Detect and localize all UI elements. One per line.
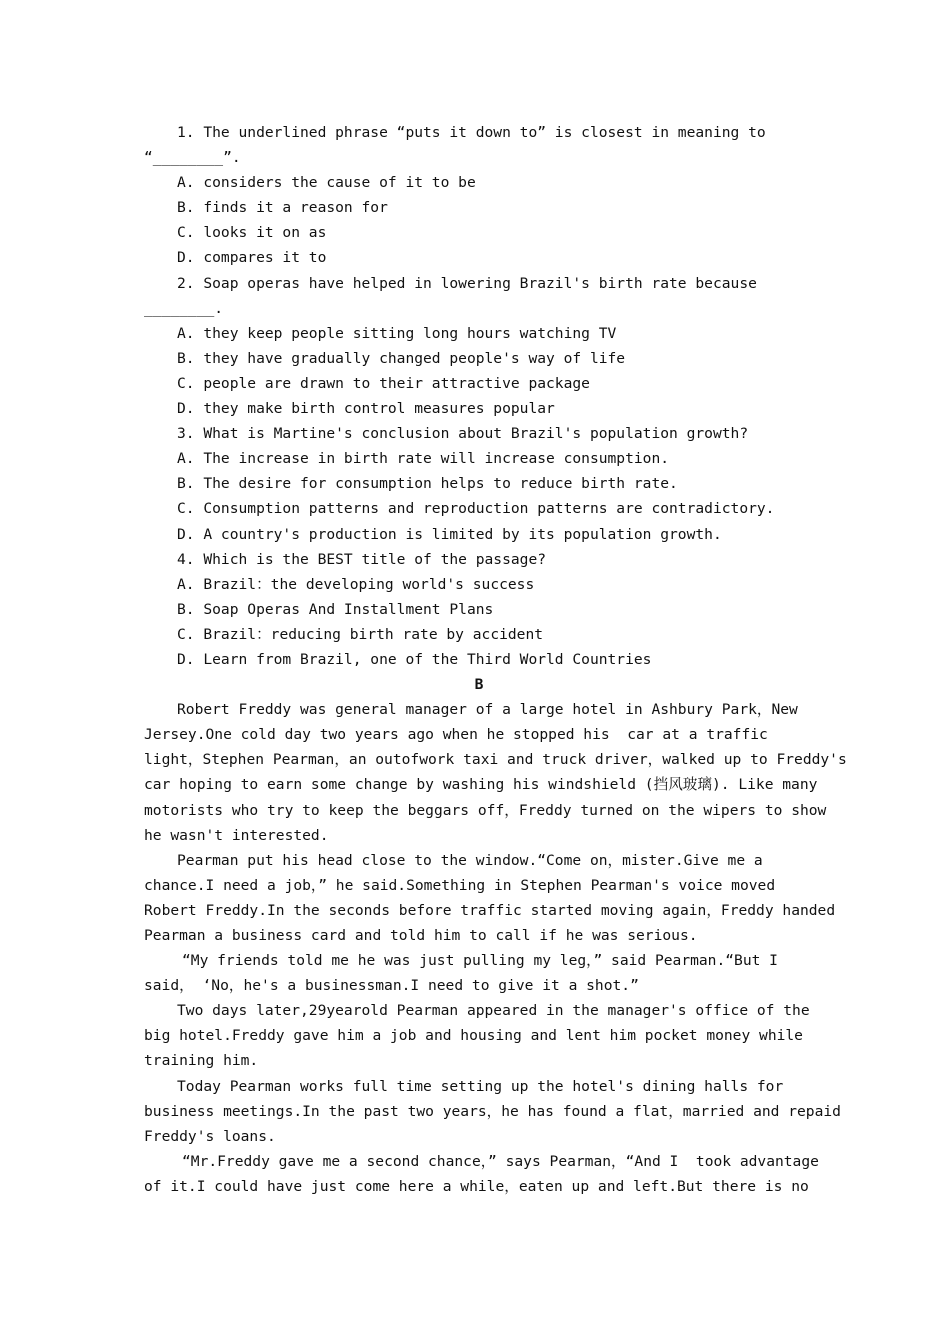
passage-line: Pearman a business card and told him to call if he was serious.	[144, 927, 698, 944]
passage-line: motorists who try to keep the beggars off，Freddy turned on the wipers to show	[144, 801, 827, 819]
document-page	[144, 120, 847, 1199]
question-3-option-b: B. The desire for consumption helps to reduce birth rate.	[177, 475, 678, 493]
question-4-option-d: D. Learn from Brazil, one of the Third World Countries	[177, 650, 652, 668]
question-1-option-c: C. looks it on as	[177, 224, 327, 242]
passage-line: business meetings.In the past two years，he has found a flat，married and repaid	[144, 1102, 841, 1120]
question-2-option-b: B. they have gradually changed people's way of life	[177, 349, 626, 367]
question-4-stem: 4. Which is the BEST title of the passage?	[177, 550, 547, 568]
passage-line: Two days later,29yearold Pearman appeared in the manager's office of the	[177, 1002, 810, 1020]
passage-line: training him.	[144, 1052, 259, 1070]
passage-line: big hotel.Freddy gave him a job and housing and lent him pocket money while	[144, 1027, 803, 1045]
question-1-option-d: D. compares it to	[177, 249, 327, 267]
passage-line: chance.I need a job，” he said.Something in Stephen Pearman's voice moved	[144, 876, 776, 894]
question-3-option-a: A. The increase in birth rate will increase consumption.	[177, 450, 670, 468]
passage-line: light，Stephen Pearman，an outofwork taxi and truck driver，walked up to Freddy's	[144, 751, 847, 769]
question-3-option-d: D. A country's production is limited by its population growth.	[177, 525, 722, 543]
passage-line: said， ‘No，he's a businessman.I need to give it a shot.”	[144, 977, 639, 995]
section-b-heading: B	[474, 676, 484, 694]
question-4-option-b: B. Soap Operas And Installment Plans	[177, 600, 494, 618]
question-1-option-a: A. considers the cause of it to be	[177, 174, 476, 192]
question-2-option-d: D. they make birth control measures popular	[177, 400, 555, 418]
question-4-option-a: A. Brazil：the developing world's success	[177, 575, 535, 593]
passage-line: he wasn't interested.	[144, 826, 329, 844]
passage-line: Pearman put his head close to the window.“Come on，mister.Give me a	[177, 851, 763, 869]
question-2-option-a: A. they keep people sitting long hours watching TV	[177, 324, 617, 342]
passage-line: “My friends told me he was just pulling my leg，” said Pearman.“But I	[182, 952, 778, 970]
question-3-stem: 3. What is Martine's conclusion about Brazil's population growth?	[177, 425, 749, 443]
passage-line: Robert Freddy was general manager of a large hotel in Ashbury Park，New	[177, 701, 798, 719]
question-4-option-c: C. Brazil：reducing birth rate by accident	[177, 625, 544, 643]
question-1-option-b: B. finds it a reason for	[177, 199, 388, 217]
passage-line: Freddy's loans.	[144, 1127, 276, 1145]
passage-line: Robert Freddy.In the seconds before traffic started moving again，Freddy handed	[144, 901, 836, 919]
question-2-stem-cont: ________.	[144, 299, 224, 317]
question-2-stem: 2. Soap operas have helped in lowering Brazil's birth rate because	[177, 274, 757, 292]
question-2-option-c: C. people are drawn to their attractive package	[177, 374, 590, 392]
question-1-stem-cont: “________”.	[144, 149, 241, 167]
passage-line: Today Pearman works full time setting up the hotel's dining halls for	[177, 1077, 784, 1095]
question-1-stem: 1. The underlined phrase “puts it down to” is closest in meaning to	[177, 124, 766, 141]
question-3-option-c: C. Consumption patterns and reproduction patterns are contradictory.	[177, 500, 775, 518]
passage-line: Jersey.One cold day two years ago when he stopped his car at a traffic	[144, 726, 768, 744]
passage-line: of it.I could have just come here a while，eaten up and left.But there is no	[144, 1177, 809, 1195]
passage-line: car hoping to earn some change by washing his windshield (挡风玻璃). Like many	[144, 776, 818, 794]
passage-line: “Mr.Freddy gave me a second chance，” says Pearman，“And I took advantage	[182, 1152, 819, 1170]
